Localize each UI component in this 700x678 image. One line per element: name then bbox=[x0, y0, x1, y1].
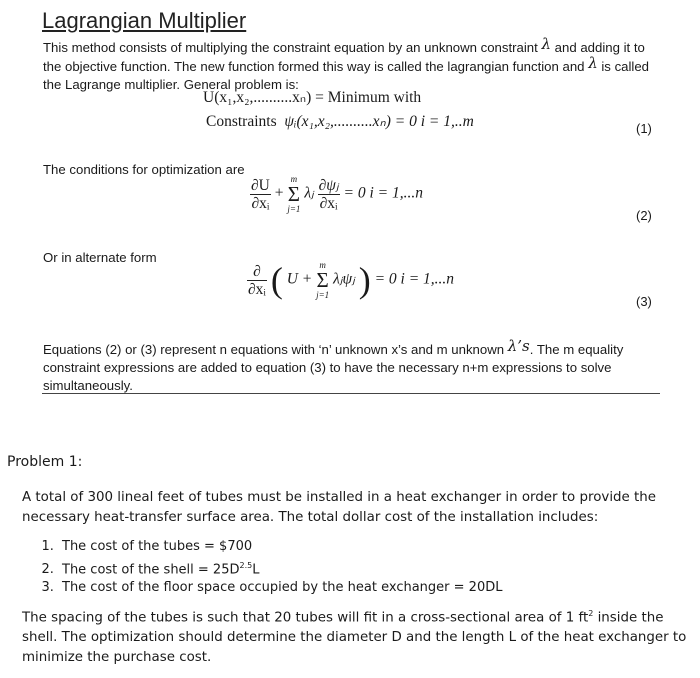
partial-psi-fraction bbox=[318, 177, 340, 212]
intro-text-1: This method consists of multiplying the constraint equation by an unknown constraint bbox=[43, 40, 538, 55]
sum-upper-limit: m bbox=[319, 260, 326, 270]
alternate-form-text: Or in alternate form bbox=[43, 250, 157, 265]
equation-rhs: = 0 i = 1,...n bbox=[374, 270, 455, 288]
lambda-symbol: λ bbox=[588, 54, 598, 72]
fraction-denominator: ∂xᵢ bbox=[248, 280, 266, 298]
summary-text-a: Equations (2) or (3) represent n equations with ‘n’ unknown x’s and m unknown bbox=[43, 342, 505, 357]
fraction-numerator: ∂ψⱼ bbox=[318, 176, 339, 194]
optimization-equation bbox=[250, 174, 423, 214]
problem-closing bbox=[22, 604, 694, 668]
partial-operator-fraction bbox=[247, 263, 267, 298]
section-divider bbox=[42, 393, 660, 394]
equation-number-2: (2) bbox=[636, 208, 652, 223]
cost-shell: The cost of the shell = 25D bbox=[62, 561, 240, 577]
cost-shell-suffix: L bbox=[252, 561, 260, 577]
constraint-equation bbox=[206, 112, 474, 131]
intro-paragraph bbox=[43, 35, 663, 94]
lambda-symbol: λ bbox=[541, 35, 551, 53]
intro-text-2: and adding it to the objective function. The new function formed this way is called the lagrangian function and bbox=[43, 40, 645, 74]
partial-u-fraction bbox=[250, 177, 271, 212]
summation-symbol: m Σ j=1 bbox=[316, 260, 330, 300]
constraint-expression: ψᵢ(x₁,x₂,..........xₙ) = 0 i = 1,..m bbox=[284, 113, 474, 130]
cost-shell-exponent: 2.5 bbox=[239, 560, 253, 570]
equation-number-1: (1) bbox=[636, 121, 652, 136]
cost-list bbox=[30, 538, 502, 598]
conditions-text: The conditions for optimization are bbox=[43, 162, 245, 177]
section-title: Lagrangian Multiplier bbox=[42, 8, 247, 33]
closing-text-b: inside the shell. The optimization should determine the diameter D and the length L of the heat exchanger to minimize the purchase cost. bbox=[22, 610, 687, 666]
objective-equation: U(x₁,x₂,..........xₙ) = Minimum with bbox=[203, 89, 422, 106]
sum-upper-limit: m bbox=[290, 174, 298, 184]
problem-intro: A total of 300 lineal feet of tubes must be installed in a heat exchanger in order to provide the necessary heat-transfer surface area. The total dollar cost of the installation includes: bbox=[22, 490, 657, 525]
lambda-plural: λ’s bbox=[507, 337, 530, 355]
fraction-denominator: ∂xᵢ bbox=[319, 194, 338, 212]
problem-title: Problem 1: bbox=[7, 454, 83, 470]
list-item bbox=[58, 538, 502, 557]
list-item bbox=[58, 557, 502, 580]
fraction-denominator: ∂xᵢ bbox=[251, 194, 270, 212]
lambda-j: λⱼ bbox=[304, 184, 314, 202]
summary-paragraph bbox=[43, 337, 661, 395]
fraction-numerator: ∂U bbox=[251, 176, 270, 194]
constraints-label: Constraints bbox=[206, 113, 277, 130]
equation-rhs: = 0 i = 1,...n bbox=[343, 184, 423, 202]
cost-tubes: The cost of the tubes = $700 bbox=[62, 539, 253, 554]
equation-number-3: (3) bbox=[636, 294, 652, 309]
closing-text-a: The spacing of the tubes is such that 20 tubes will fit in a cross-sectional area of 1 ft bbox=[22, 610, 589, 626]
sum-lower-limit: j=1 bbox=[316, 290, 330, 300]
alternate-equation: $\frac{\partial}{\text{∂xᵢ}}$ ( U + m Σ j=1 λⱼψⱼ ) = 0 i = 1,...n bbox=[248, 260, 455, 300]
fraction-numerator: ∂ bbox=[247, 263, 267, 281]
area-exponent: 2 bbox=[588, 609, 594, 618]
intro-text-3: is called the Lagrange multiplier. General problem is: bbox=[43, 59, 650, 92]
summation-symbol: m Σ j=1 bbox=[287, 174, 301, 214]
lambda-psi-term: λⱼψⱼ bbox=[333, 270, 355, 288]
list-item bbox=[58, 579, 502, 598]
u-plus: U + bbox=[286, 270, 313, 288]
cost-floor-space: The cost of the floor space occupied by the heat exchanger = 20DL bbox=[62, 580, 503, 596]
sum-lower-limit: j=1 bbox=[287, 204, 301, 214]
summary-text-b: . The m equality constraint expressions are added to equation (3) to have the necessary n+m expressions to solve simultaneously. bbox=[43, 342, 624, 393]
plus-sign: + bbox=[274, 184, 284, 202]
